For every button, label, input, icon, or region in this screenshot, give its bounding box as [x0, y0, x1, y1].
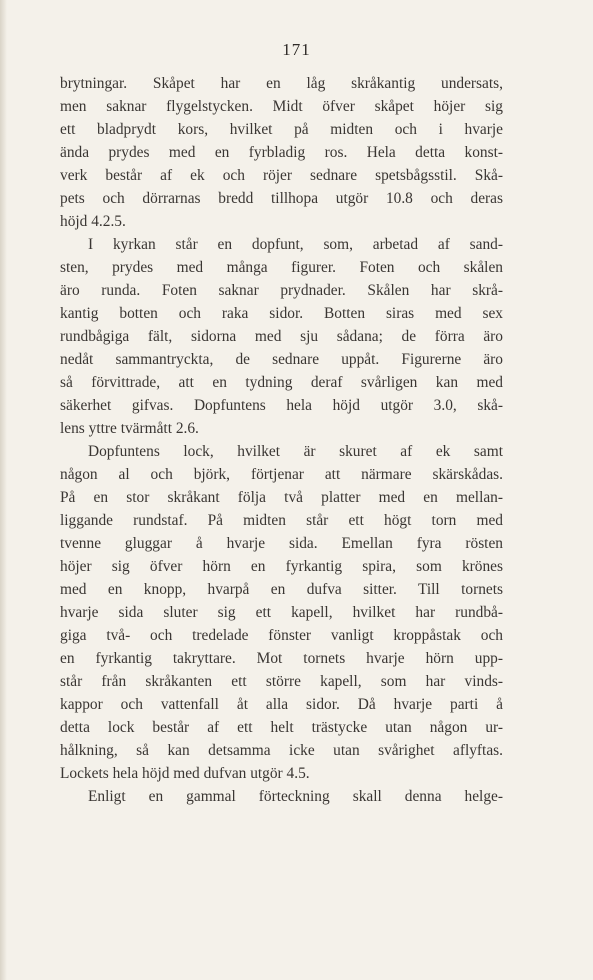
text-line: brytningar. Skåpet har en låg skråkantig undersats, [60, 75, 503, 92]
page-number: 171 [282, 40, 311, 59]
text-line: På en stor skråkant följa två platter med en mellan- [60, 489, 503, 506]
page-edge [0, 0, 7, 980]
text-line: lens yttre tvärmått 2.6. [60, 420, 199, 437]
text-line: äro runda. Foten saknar prydnader. Skålen har skrå- [60, 282, 503, 299]
text-line: I kyrkan står en dopfunt, som, arbetad af sand- [88, 236, 503, 253]
text-line: sten, prydes med många figurer. Foten och skålen [60, 259, 503, 276]
text-line: rundbågiga fält, sidorna med sju sådana; de förra äro [60, 328, 503, 345]
text-line: så förvittrade, att en tydning deraf svårligen kan med [60, 374, 503, 391]
text-line: höjer sig öfver hörn en fyrkantig spira, som krönes [60, 558, 503, 575]
text-line: någon al och björk, förtjenar att närmare skärskådas. [60, 466, 503, 483]
text-line: ett bladprydt kors, hvilket på midten och i hvarje [60, 121, 503, 138]
text-line: kappor och vattenfall åt alla sidor. Då hvarje parti å [60, 696, 503, 713]
text-line: säkerhet gifvas. Dopfuntens hela höjd utgör 3.0, skå- [60, 397, 503, 414]
body-text [60, 72, 503, 808]
text-line: en fyrkantig takryttare. Mot tornets hvarje hörn upp- [60, 650, 503, 667]
text-line: Enligt en gammal förteckning skall denna helge- [88, 788, 503, 805]
text-line: Dopfuntens lock, hvilket är skuret af ek samt [88, 443, 503, 460]
text-line: nedåt sammantryckta, de sednare uppåt. Figurerne äro [60, 351, 503, 368]
text-line: liggande rundstaf. På midten står ett högt torn med [60, 512, 503, 529]
text-line: tvenne gluggar å hvarje sida. Emellan fyra rösten [60, 535, 503, 552]
text-line: verk består af ek och röjer sednare spetsbågsstil. Skå- [60, 167, 503, 184]
text-line: höjd 4.2.5. [60, 213, 126, 230]
text-line: pets och dörrarnas bredd tillhopa utgör 10.8 och deras [60, 190, 503, 207]
text-line: men saknar flygelstycken. Midt öfver skåpet höjer sig [60, 98, 503, 115]
text-line: Lockets hela höjd med dufvan utgör 4.5. [60, 765, 310, 782]
text-line: med en knopp, hvarpå en dufva sitter. Till tornets [60, 581, 503, 598]
text-line: hålkning, så kan detsamma icke utan svårighet aflyftas. [60, 742, 503, 759]
text-line: giga två- och tredelade fönster vanligt kroppåstak och [60, 627, 503, 644]
text-line: ända prydes med en fyrbladig ros. Hela detta konst- [60, 144, 503, 161]
text-line: står från skråkanten ett större kapell, som har vinds- [60, 673, 503, 690]
text-line: kantig botten och raka sidor. Botten siras med sex [60, 305, 503, 322]
text-line: hvarje sida sluter sig ett kapell, hvilket har rundbå- [60, 604, 503, 621]
text-line: detta lock består af ett helt trästycke utan någon ur- [60, 719, 503, 736]
